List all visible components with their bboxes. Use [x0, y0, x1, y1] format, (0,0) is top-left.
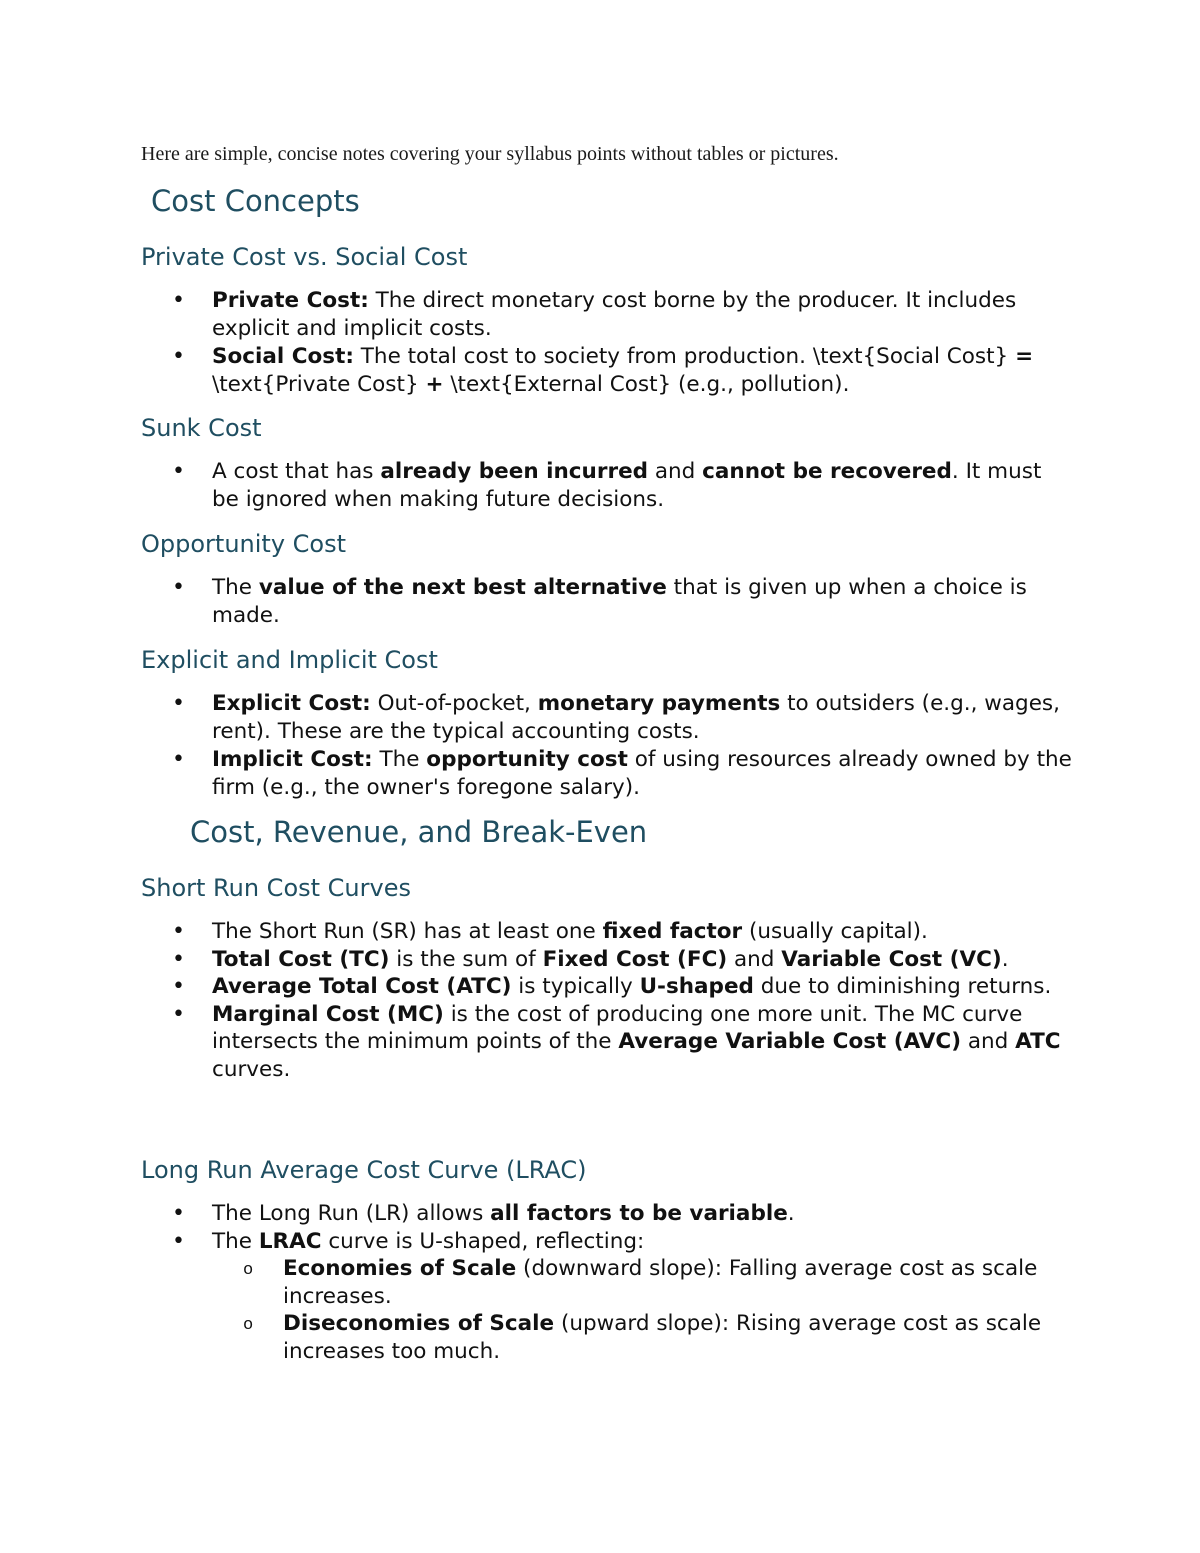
- list-item: • Social Cost: The total cost to society from production. \text{Social Cost} = \text{Private Cost} + \text{External Cost} (e.g., pollution).: [212, 343, 1072, 398]
- sub-list-item: o Economies of Scale (downward slope): Falling average cost as scale increases.: [283, 1255, 1072, 1310]
- heading-sunk-cost: Sunk Cost: [141, 414, 262, 442]
- heading-long-run-average-cost: Long Run Average Cost Curve (LRAC): [141, 1156, 587, 1184]
- list-item: • The Short Run (SR) has at least one fixed factor (usually capital).: [212, 918, 1072, 946]
- sub-list-item: o Diseconomies of Scale (upward slope): Rising average cost as scale increases too much.: [283, 1310, 1072, 1365]
- sunk-cost-list: [212, 458, 1072, 513]
- list-item: • Marginal Cost (MC) is the cost of producing one more unit. The MC curve intersects the minimum points of the Average Variable Cost (AVC) and ATC curves.: [212, 1001, 1072, 1084]
- private-social-list: [212, 287, 1072, 398]
- section-title-cost-revenue-break-even: Cost, Revenue, and Break-Even: [190, 815, 648, 849]
- list-item: • The Long Run (LR) allows all factors to be variable.: [212, 1200, 1072, 1228]
- heading-opportunity-cost: Opportunity Cost: [141, 530, 347, 558]
- list-item: • A cost that has already been incurred and cannot be recovered. It must be ignored when making future decisions.: [212, 458, 1072, 513]
- list-item: • Average Total Cost (ATC) is typically U-shaped due to diminishing returns.: [212, 973, 1072, 1001]
- list-item: • Private Cost: The direct monetary cost borne by the producer. It includes explicit and implicit costs.: [212, 287, 1072, 342]
- list-item: • Implicit Cost: The opportunity cost of using resources already owned by the firm (e.g., the owner's foregone salary).: [212, 746, 1072, 801]
- opportunity-cost-list: [212, 574, 1072, 629]
- short-run-list: [212, 918, 1072, 1083]
- list-item: • The LRAC curve is U-shaped, reflecting: o Economies of Scale (downward slope): Falling average cost as scale increases. o Diseconomies of Scale (upward slope): Rising average cost as scale increases too much.: [212, 1228, 1072, 1366]
- list-item: • The value of the next best alternative that is given up when a choice is made.: [212, 574, 1072, 629]
- list-item: • Total Cost (TC) is the sum of Fixed Cost (FC) and Variable Cost (VC).: [212, 946, 1072, 974]
- heading-explicit-implicit-cost: Explicit and Implicit Cost: [141, 646, 438, 674]
- lrac-sublist: [212, 1255, 1072, 1365]
- heading-short-run-cost-curves: Short Run Cost Curves: [141, 874, 411, 902]
- section-title-cost-concepts: Cost Concepts: [151, 184, 360, 218]
- intro-text: Here are simple, concise notes covering your syllabus points without tables or pictures.: [141, 143, 839, 165]
- explicit-implicit-list: [212, 690, 1072, 801]
- heading-private-social-cost: Private Cost vs. Social Cost: [141, 243, 468, 271]
- list-item: • Explicit Cost: Out-of-pocket, monetary payments to outsiders (e.g., wages, rent). These are the typical accounting costs.: [212, 690, 1072, 745]
- long-run-list: [212, 1200, 1072, 1365]
